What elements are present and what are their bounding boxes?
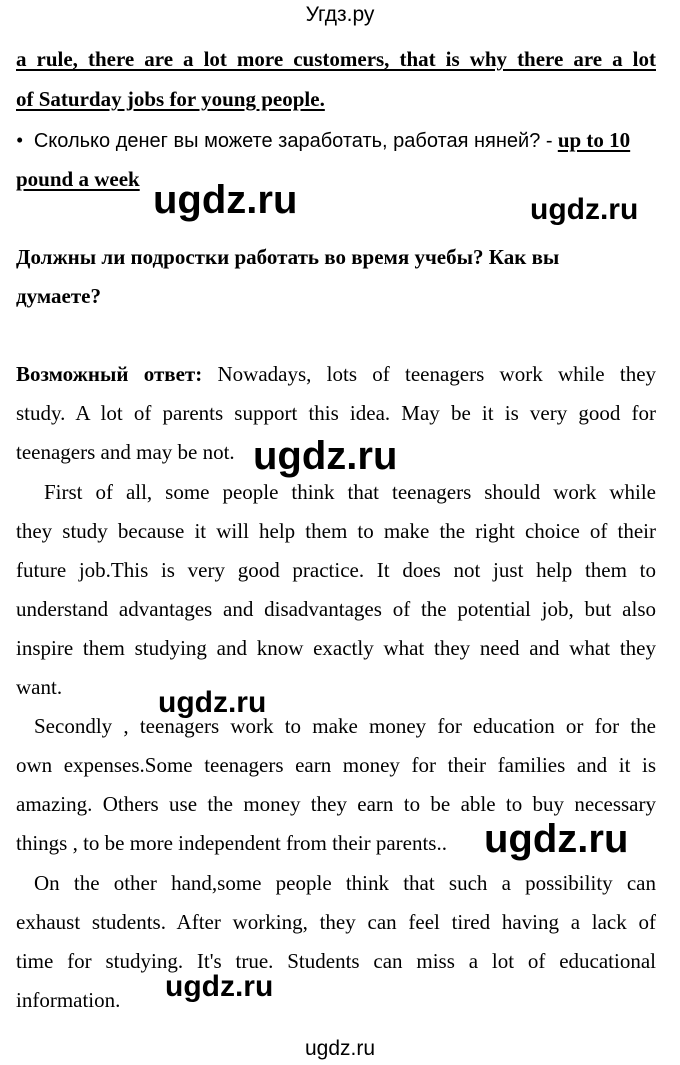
page-footer: ugdz.ru: [304, 1037, 376, 1060]
paragraph-3-line-1: Secondly , teenagers work to make money for education or for the: [34, 714, 656, 738]
paragraph-1-line-3: teenagers and may be not.: [16, 440, 235, 464]
paragraph-1-line-2: study. A lot of parents support this idea. May be it is very good for: [16, 401, 656, 425]
paragraph-3-line-2: own expenses.Some teenagers earn money for their families and it is: [16, 753, 656, 777]
paragraph-1-line-1: [16, 361, 656, 387]
paragraph-3-line-3: amazing. Others use the money they earn to be able to buy necessary: [16, 792, 656, 816]
intro-line-2: of Saturday jobs for young people.: [16, 87, 325, 111]
paragraph-1-text-1: Nowadays, lots of teenagers work while they: [202, 362, 657, 386]
watermark: ugdz.ru: [158, 686, 267, 719]
paragraph-3-line-4: things , to be more independent from their parents..: [16, 831, 447, 855]
watermark: ugdz.ru: [530, 193, 639, 226]
paragraph-4-line-4: information.: [16, 988, 121, 1012]
paragraph-2-line-1: First of all, some people think that teenagers should work while: [44, 480, 656, 504]
bullet-marker: •: [16, 128, 24, 152]
paragraph-2-line-2: they study because it will help them to make the right choice of their: [16, 519, 656, 543]
question-heading-line-1: Должны ли подростки работать во время учебы? Как вы: [16, 245, 560, 269]
watermark: ugdz.ru: [153, 178, 298, 222]
answer-text-part-2: pound a week: [16, 167, 140, 191]
answer-text-part-1: up to 10: [557, 128, 631, 152]
paragraph-2-line-6: want.: [16, 675, 63, 699]
watermark: ugdz.ru: [253, 434, 398, 478]
question-heading-line-2: думаете?: [16, 284, 101, 308]
paragraph-2-line-4: understand advantages and disadvantages of the potential job, but also: [16, 597, 656, 621]
bullet-question-line: [16, 127, 656, 154]
watermark: ugdz.ru: [484, 817, 629, 861]
paragraph-2-line-3: future job.This is very good practice. It does not just help them to: [16, 558, 656, 582]
intro-line-1: a rule, there are a lot more customers, that is why there are a lot: [16, 47, 656, 71]
paragraph-2-line-5: inspire them studying and know exactly what they need and what they: [16, 636, 656, 660]
answer-label: Возможный ответ:: [16, 362, 203, 386]
watermark: ugdz.ru: [165, 970, 274, 1003]
paragraph-4-line-2: exhaust students. After working, they can feel tired having a lack of: [16, 910, 656, 934]
paragraph-4-line-1: On the other hand,some people think that such a possibility can: [34, 871, 656, 895]
question-text: Сколько денег вы можете заработать, работая няней? -: [33, 130, 553, 152]
paragraph-4-line-3: time for studying. It's true. Students can miss a lot of educational: [16, 949, 656, 973]
page-header: Угдз.ру: [305, 3, 375, 26]
